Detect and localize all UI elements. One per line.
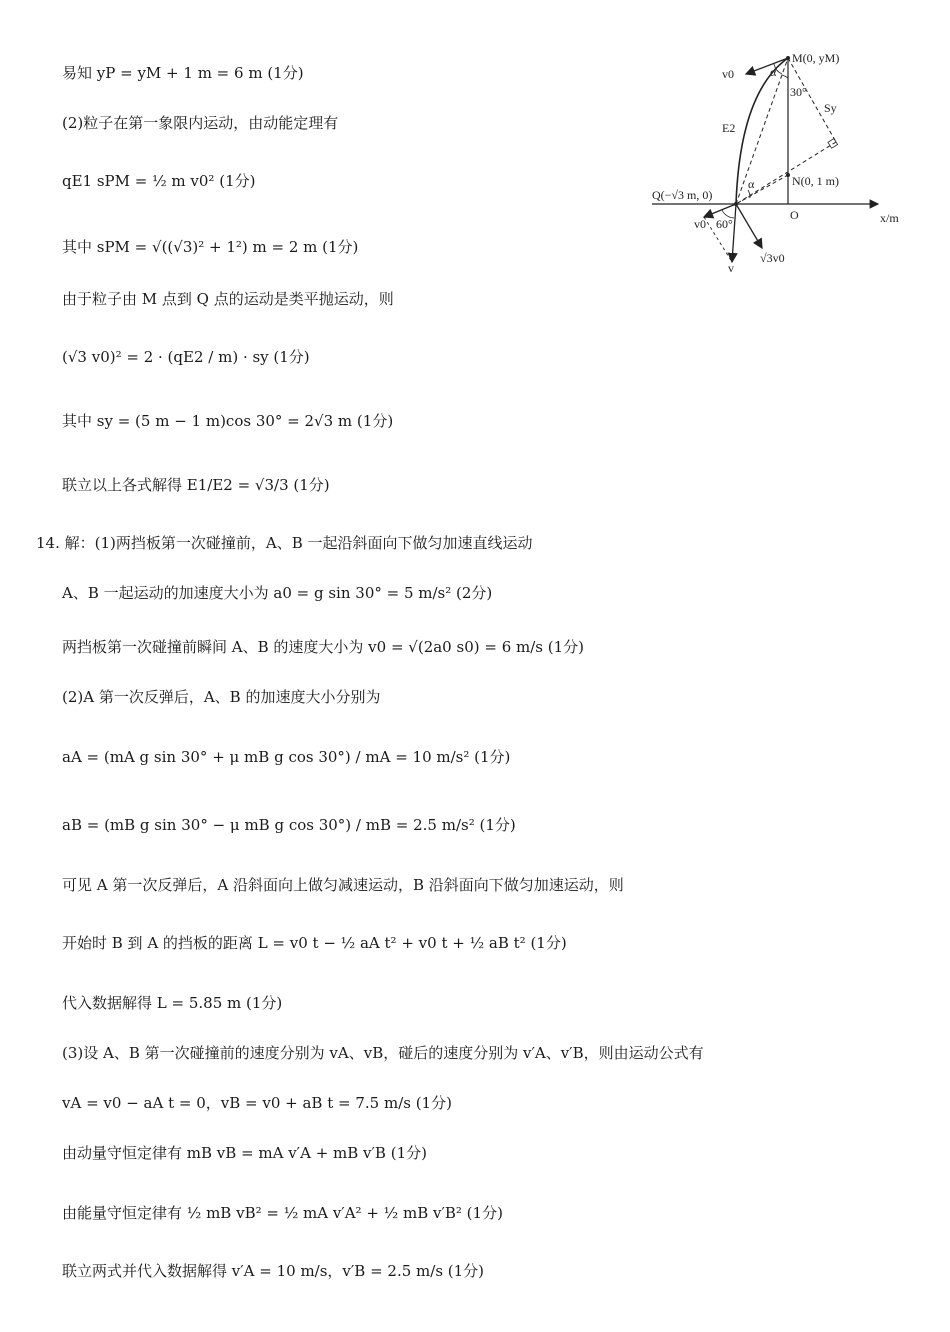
label-sy: Sy [824, 101, 837, 115]
text-line: A、B 一起运动的加速度大小为 a0 = g sin 30° = 5 m/s² (2分) [62, 584, 493, 602]
text-line: 其中 sy = (5 m − 1 m)cos 30° = 2√3 m (1分) [62, 412, 394, 430]
text-line: (3)设 A、B 第一次碰撞前的速度分别为 vA、vB，碰后的速度分别为 v′A、v′B，则由运动公式有 [62, 1044, 704, 1062]
text-line: 联立以上各式解得 E1/E2 = √3/3 (1分) [62, 476, 330, 494]
point-m [786, 56, 790, 60]
text-line: 易知 yP = yM + 1 m = 6 m (1分) [62, 64, 304, 82]
text-line: 联立两式并代入数据解得 v′A = 10 m/s，v′B = 2.5 m/s (1分) [62, 1262, 485, 1280]
label-v0-bottom: v0 [694, 217, 706, 231]
label-sqrt3v0: √3v0 [760, 251, 785, 265]
text-line: 由能量守恒定律有 ½ mB vB² = ½ mA v′A² + ½ mB v′B² (1分) [62, 1204, 503, 1222]
label-v: v [728, 261, 734, 274]
question-14-heading: 14. 解：(1)两挡板第一次碰撞前，A、B 一起沿斜面向下做匀加速直线运动 [36, 534, 533, 552]
v0-arrow-bottom [704, 204, 736, 217]
sy-segment [788, 58, 836, 142]
text-line: (√3 v0)² = 2 · (qE2 / m) · sy (1分) [62, 348, 310, 366]
label-q: Q(−√3 m, 0) [652, 188, 713, 202]
v0-arrow-top [746, 58, 788, 74]
trajectory-figure [652, 52, 914, 274]
label-60-degrees: 60° [716, 217, 733, 231]
text-line: aB = (mB g sin 30° − μ mB g cos 30°) / mB = 2.5 m/s² (1分) [62, 816, 516, 834]
point-n [786, 173, 790, 177]
text-line: 其中 sPM = √((√3)² + 1²) m = 2 m (1分) [62, 238, 359, 256]
trajectory-diagram [652, 52, 914, 274]
text-line: vA = v0 − aA t = 0，vB = v0 + aB t = 7.5 m/s (1分) [62, 1094, 452, 1112]
text-line: 可见 A 第一次反弹后，A 沿斜面向上做匀减速运动，B 沿斜面向下做匀加速运动，则 [62, 876, 624, 894]
text-line: 代入数据解得 L = 5.85 m (1分) [62, 994, 283, 1012]
chord-qm [736, 58, 788, 204]
label-alpha-top: α [770, 65, 777, 79]
sqrt3v0-arrow [736, 204, 762, 248]
label-m: M(0, yM) [792, 52, 840, 65]
label-e2: E2 [722, 121, 736, 135]
text-line: (2)A 第一次反弹后，A、B 的加速度大小分别为 [62, 688, 381, 706]
label-n: N(0, 1 m) [792, 174, 839, 188]
v-arrow [732, 204, 736, 262]
label-v0-top: v0 [722, 67, 734, 81]
text-line: (2)粒子在第一象限内运动，由动能定理有 [62, 114, 339, 132]
angle-30-arc [782, 75, 788, 78]
label-30-degrees: 30° [790, 85, 807, 99]
text-line: 由于粒子由 M 点到 Q 点的运动是类平抛运动，则 [62, 290, 394, 308]
point-q [734, 202, 738, 206]
text-line: 两挡板第一次碰撞前瞬间 A、B 的速度大小为 v0 = √(2a0 s0) = 6 m/s (1分) [62, 638, 584, 656]
text-line: 由动量守恒定律有 mB vB = mA v′A + mB v′B (1分) [62, 1144, 427, 1162]
label-origin: O [790, 208, 799, 222]
sy-perpendicular [736, 142, 836, 204]
label-x-axis: x/m [880, 211, 899, 225]
text-line: qE1 sPM = ½ m v0² (1分) [62, 172, 256, 190]
label-alpha-bottom: α [748, 177, 755, 191]
text-line: aA = (mA g sin 30° + μ mB g cos 30°) / mA = 10 m/s² (1分) [62, 748, 511, 766]
text-line: 开始时 B 到 A 的挡板的距离 L = v0 t − ½ aA t² + v0 t + ½ aB t² (1分) [62, 934, 567, 952]
